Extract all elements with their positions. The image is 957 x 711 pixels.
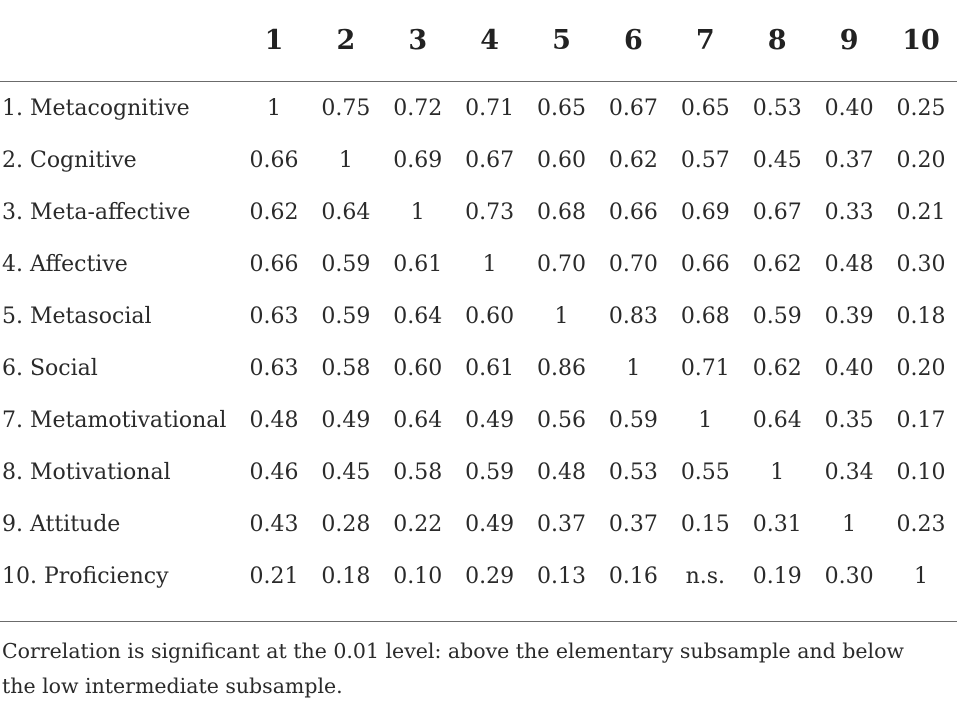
correlation-cell: 0.70 [537,251,587,277]
correlation-cell: 0.19 [752,563,802,589]
correlation-cell: 0.63 [249,355,299,381]
row-label: 6. Social [2,355,98,381]
table-body [0,82,957,603]
correlation-cell: 0.58 [393,459,443,485]
table-row [0,186,957,238]
correlation-cell: 0.63 [249,303,299,329]
row-label: 7. Metamotivational [2,407,227,433]
table-footnote: Correlation is significant at the 0.01 level: above the elementary subsample and below the low intermediate subsample. [2,639,904,698]
correlation-cell: 0.13 [537,563,587,589]
correlation-cell: 0.28 [321,511,371,537]
correlation-cell: 0.37 [537,511,587,537]
correlation-cell: 1 [842,511,857,537]
column-header: 9 [813,0,885,82]
column-header: 6 [597,0,669,82]
correlation-cell: 0.75 [321,95,371,121]
correlation-cell: 0.71 [680,355,730,381]
correlation-cell: 0.62 [752,251,802,277]
table-row [0,290,957,342]
correlation-cell: 0.65 [537,95,587,121]
table-header [0,0,957,82]
correlation-cell: 0.30 [824,563,874,589]
correlation-cell: 0.16 [608,563,658,589]
correlation-cell: 0.64 [393,303,443,329]
correlation-cell: 0.29 [465,563,515,589]
correlation-cell: 0.59 [608,407,658,433]
correlation-cell: 1 [626,355,641,381]
correlation-cell: 0.48 [824,251,874,277]
correlation-cell: 0.46 [249,459,299,485]
table-row [0,446,957,498]
correlation-cell: 0.67 [608,95,658,121]
correlation-cell: 0.37 [824,147,874,173]
column-header: 8 [741,0,813,82]
table-row [0,498,957,550]
column-header: 4 [454,0,526,82]
correlation-cell: 0.62 [249,199,299,225]
row-label: 2. Cognitive [2,147,137,173]
correlation-cell: 0.60 [537,147,587,173]
correlation-cell: 0.73 [465,199,515,225]
correlation-cell: 0.59 [752,303,802,329]
table-row [0,550,957,602]
correlation-cell: 1 [770,459,785,485]
correlation-cell: 1 [914,563,929,589]
correlation-cell: 0.18 [321,563,371,589]
correlation-cell: 0.20 [896,147,946,173]
correlation-cell: 0.66 [680,251,730,277]
correlation-cell: 0.68 [537,199,587,225]
correlation-cell: 0.18 [896,303,946,329]
correlation-cell: 0.66 [249,251,299,277]
column-header: 2 [310,0,382,82]
correlation-cell: 0.55 [680,459,730,485]
correlation-cell: 0.66 [249,147,299,173]
correlation-cell: 0.22 [393,511,443,537]
correlation-cell: 0.68 [680,303,730,329]
correlation-cell: 0.37 [608,511,658,537]
correlation-cell: 0.86 [537,355,587,381]
correlation-cell: 0.53 [608,459,658,485]
correlation-cell: 0.53 [752,95,802,121]
correlation-cell: 1 [338,147,353,173]
correlation-cell: 0.69 [393,147,443,173]
correlation-cell: 0.57 [680,147,730,173]
correlation-cell: 0.35 [824,407,874,433]
correlation-cell: 0.61 [465,355,515,381]
correlation-cell: 0.59 [465,459,515,485]
correlation-cell: 0.10 [896,459,946,485]
correlation-cell: 0.59 [321,251,371,277]
table-row [0,394,957,446]
correlation-cell: 0.60 [465,303,515,329]
correlation-cell: 0.72 [393,95,443,121]
correlation-cell: 0.49 [465,511,515,537]
table-row [0,134,957,186]
correlation-cell: 0.34 [824,459,874,485]
correlation-cell: 0.56 [537,407,587,433]
correlation-cell: 0.83 [608,303,658,329]
correlation-cell: 0.70 [608,251,658,277]
column-header: 1 [238,0,310,82]
correlation-cell: 0.40 [824,95,874,121]
correlation-cell: 0.43 [249,511,299,537]
correlation-cell: 1 [410,199,425,225]
correlation-cell: 0.71 [465,95,515,121]
row-label: 10. Proficiency [2,563,169,589]
correlation-cell: 0.59 [321,303,371,329]
correlation-cell: 0.40 [824,355,874,381]
correlation-cell: 0.62 [752,355,802,381]
header-row [0,0,957,82]
correlation-cell: n.s. [685,563,726,589]
row-label: 3. Meta-affective [2,199,191,225]
correlation-cell: 1 [698,407,713,433]
correlation-cell: 0.48 [537,459,587,485]
correlation-cell: 0.23 [896,511,946,537]
correlation-cell: 0.67 [752,199,802,225]
correlation-cell: 0.33 [824,199,874,225]
column-header: 10 [885,0,957,82]
correlation-cell: 0.45 [752,147,802,173]
row-label: 9. Attitude [2,511,121,537]
correlation-cell: 0.58 [321,355,371,381]
row-label: 1. Metacognitive [2,95,190,121]
correlation-cell: 0.30 [896,251,946,277]
correlation-cell: 0.17 [896,407,946,433]
correlation-cell: 0.48 [249,407,299,433]
correlation-cell: 0.64 [752,407,802,433]
row-label: 4. Affective [2,251,128,277]
correlation-cell: 0.20 [896,355,946,381]
column-header: 3 [382,0,454,82]
header-corner-cell [0,0,238,82]
correlation-cell: 0.60 [393,355,443,381]
correlation-cell: 0.49 [465,407,515,433]
table-row [0,82,957,135]
column-header: 7 [669,0,741,82]
correlation-cell: 1 [266,95,281,121]
row-label: 5. Metasocial [2,303,152,329]
correlation-cell: 0.31 [752,511,802,537]
correlation-cell: 0.64 [393,407,443,433]
correlation-cell: 0.21 [896,199,946,225]
table-row [0,342,957,394]
correlation-cell: 0.10 [393,563,443,589]
correlation-cell: 0.64 [321,199,371,225]
correlation-cell: 0.45 [321,459,371,485]
correlation-cell: 0.67 [465,147,515,173]
table-row [0,238,957,290]
correlation-cell: 1 [482,251,497,277]
correlation-cell: 0.49 [321,407,371,433]
correlation-cell: 1 [554,303,569,329]
correlation-cell: 0.21 [249,563,299,589]
correlation-cell: 0.62 [608,147,658,173]
correlation-cell: 0.65 [680,95,730,121]
row-label: 8. Motivational [2,459,171,485]
correlation-cell: 0.61 [393,251,443,277]
correlation-cell: 0.69 [680,199,730,225]
correlation-cell: 0.66 [608,199,658,225]
correlation-cell: 0.39 [824,303,874,329]
correlation-cell: 0.15 [680,511,730,537]
table-bottom-rule [0,621,957,622]
column-header: 5 [526,0,598,82]
correlation-cell: 0.25 [896,95,946,121]
